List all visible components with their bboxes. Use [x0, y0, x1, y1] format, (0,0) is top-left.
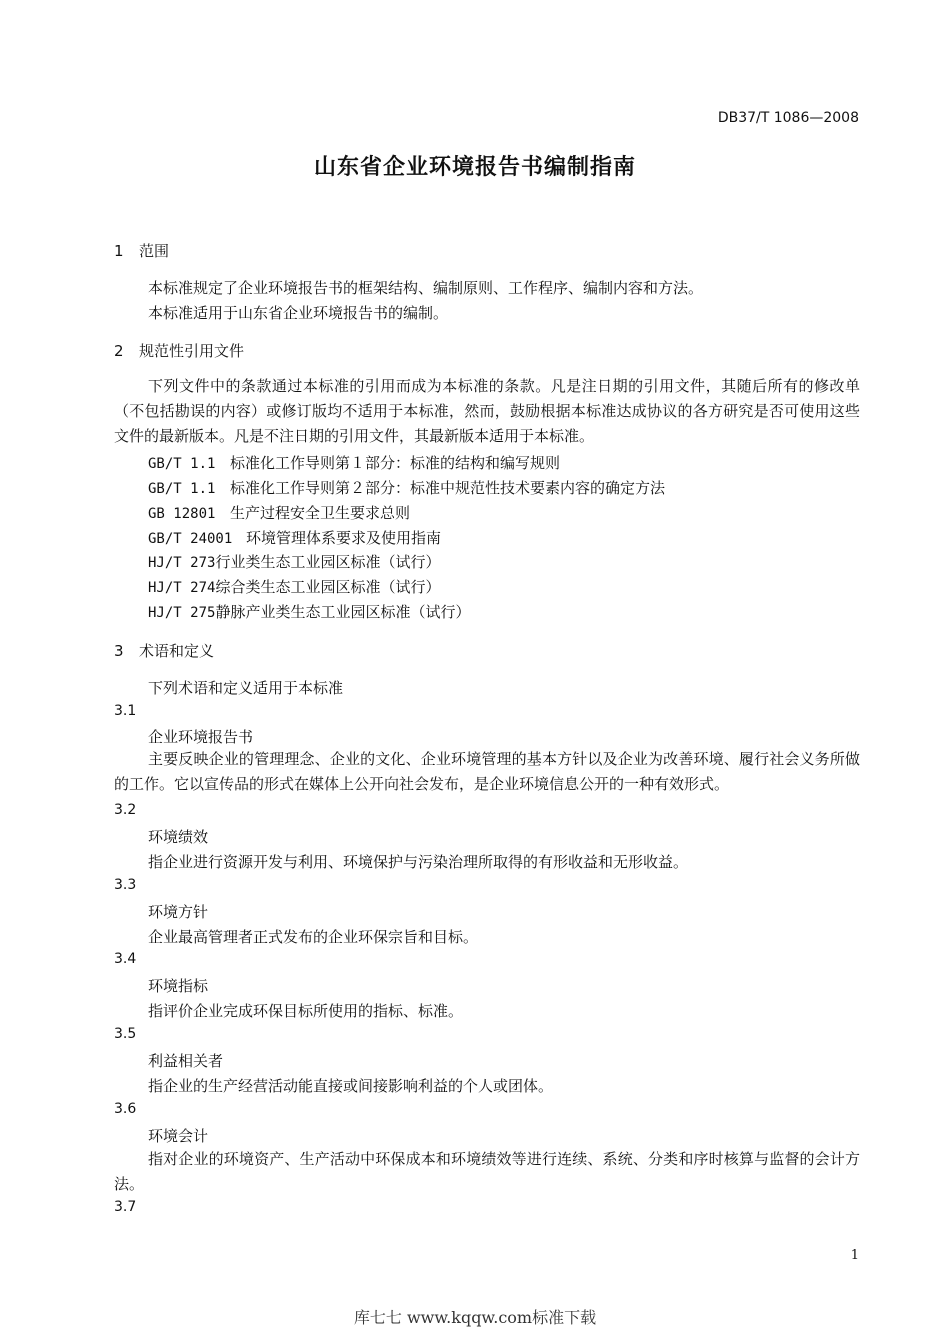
term-definition: 指企业的生产经营活动能直接或间接影响利益的个人或团体。 — [148, 1077, 554, 1095]
paragraph: 下列术语和定义适用于本标准 — [148, 679, 344, 697]
reference-title: 标准化工作导则第１部分：标准的结构和编写规则 — [230, 454, 561, 472]
term-number: 3.6 — [114, 1101, 137, 1117]
reference-title: 环境管理体系要求及使用指南 — [246, 529, 442, 547]
term-definition: 指评价企业完成环保目标所使用的指标、标准。 — [148, 1002, 464, 1020]
term-definition: 企业最高管理者正式发布的企业环保宗旨和目标。 — [148, 928, 479, 946]
paragraph: 本标准适用于山东省企业环境报告书的编制。 — [148, 304, 449, 322]
reference-code: GB/T 1.1 — [148, 456, 216, 472]
term-name: 环境方针 — [148, 903, 209, 921]
reference-title: 静脉产业类生态工业园区标准（试行） — [215, 603, 471, 621]
term-number: 3.2 — [114, 802, 137, 818]
reference-code: HJ/T 274 — [148, 580, 216, 596]
reference-item — [148, 601, 470, 622]
reference-title: 综合类生态工业园区标准（试行） — [215, 578, 441, 596]
footer-watermark: 库七七 www.kqqw.com标准下载 — [353, 1308, 597, 1327]
reference-item — [148, 576, 440, 597]
reference-code: HJ/T 275 — [148, 605, 216, 621]
term-number: 3.7 — [114, 1199, 137, 1215]
reference-title: 行业类生态工业园区标准（试行） — [215, 553, 441, 571]
section-title: 规范性引用文件 — [139, 342, 245, 360]
section-heading-terms — [114, 640, 214, 661]
standard-code: DB37/T 1086—2008 — [717, 110, 859, 126]
section-heading-scope — [114, 240, 169, 261]
reference-code: GB/T 1.1 — [148, 481, 216, 497]
reference-title: 标准化工作导则第２部分：标准中规范性技术要素内容的确定方法 — [230, 479, 666, 497]
reference-item — [148, 551, 440, 572]
term-name: 环境指标 — [148, 977, 209, 995]
term-name: 环境会计 — [148, 1127, 209, 1145]
term-number: 3.5 — [114, 1026, 137, 1042]
paragraph: 下列文件中的条款通过本标准的引用而成为本标准的条款。凡是注日期的引用文件，其随后所有的修改单（不包括勘误的内容）或修订版均不适用于本标准，然而，鼓励根据本标准达成协议的各方研究是否可使用这些文件的最新版本。凡是不注日期的引用文件，其最新版本适用于本标准。 — [114, 377, 860, 445]
reference-code: HJ/T 273 — [148, 555, 216, 571]
reference-title: 生产过程安全卫生要求总则 — [230, 504, 411, 522]
section-number: 3 — [114, 642, 124, 660]
term-name: 利益相关者 — [148, 1052, 224, 1070]
term-number: 3.4 — [114, 951, 137, 967]
document-title: 山东省企业环境报告书编制指南 — [313, 155, 636, 180]
section-number: 2 — [114, 342, 124, 360]
section-heading-references — [114, 340, 244, 361]
page-number: 1 — [850, 1248, 859, 1263]
reference-code: GB 12801 — [148, 506, 216, 522]
term-number: 3.3 — [114, 877, 137, 893]
term-definition: 指企业进行资源开发与利用、环境保护与污染治理所取得的有形收益和无形收益。 — [148, 853, 689, 871]
term-number: 3.1 — [114, 703, 137, 719]
section-title: 术语和定义 — [139, 642, 215, 660]
term-name: 企业环境报告书 — [148, 728, 254, 746]
term-name: 环境绩效 — [148, 828, 209, 846]
section-title: 范围 — [139, 242, 170, 260]
reference-item — [148, 477, 665, 498]
reference-item — [148, 452, 560, 473]
reference-code: GB/T 24001 — [148, 531, 233, 547]
paragraph: 本标准规定了企业环境报告书的框架结构、编制原则、工作程序、编制内容和方法。 — [148, 279, 704, 297]
section-number: 1 — [114, 242, 124, 260]
reference-item — [148, 527, 441, 548]
term-definition: 主要反映企业的管理理念、企业的文化、企业环境管理的基本方针以及企业为改善环境、履行社会义务所做的工作。它以宣传品的形式在媒体上公开向社会发布，是企业环境信息公开的一种有效形式。 — [114, 750, 860, 793]
term-definition: 指对企业的环境资产、生产活动中环保成本和环境绩效等进行连续、系统、分类和序时核算与监督的会计方法。 — [114, 1150, 860, 1193]
reference-item — [148, 502, 410, 523]
